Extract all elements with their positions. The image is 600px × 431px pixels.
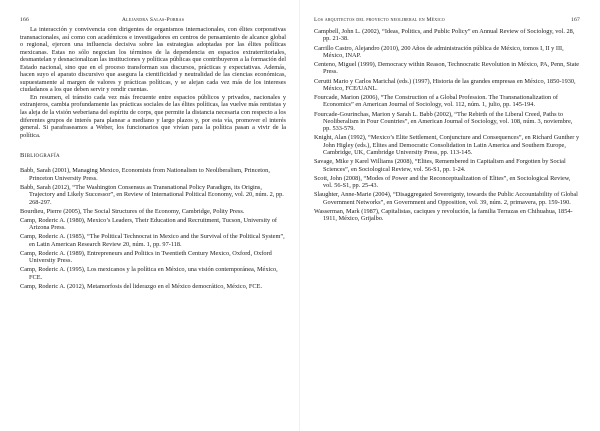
bibliography-entry: Babb, Sarah (2012), “The Washington Consensus as Transnational Policy Paradigm, its Origins, Trajectory and Likely Successor”, en Review of International Political Economy, vol. 20, núm. 2, pp. 268-297. bbox=[20, 183, 284, 206]
bibliography-entry: Centeno, Miguel (1999), Democracy within Reason, Technocratic Revolution in México, PA, Penn, State Press. bbox=[314, 61, 580, 76]
left-body-text bbox=[20, 26, 286, 139]
bibliography-entry: Wasserman, Mark (1987), Capitalistas, caciques y revolución, la familia Terrazas en Chihuahua, 1854-1911, México, Grijalbo. bbox=[314, 207, 573, 223]
bibliography-entry: Fourcade-Gourinchas, Marion y Sarah L. Babb (2002), “The Rebirth of the Liberal Creed, Paths to Neoliberalism in Four Countries”, en American Journal of Sociology, vol. 108, núm. 3, noviembre, pp. 533-579. bbox=[314, 110, 573, 133]
paragraph: La interacción y convivencia con dirigentes de organismos internacionales, con élites corporativas transnacionales, así como con académicos e investigadores en centros de pensamiento de alcance global o regional, ejercen una influencia decisiva sobre las estrategias adoptadas por las élites políticas mexicanas. Estas no sólo negocian los términos de la dependencia en espacios extraterritoriales, desmantelan y desnacionalizan las instituciones y políticas públicas que contribuyeron a la formación del Estado nacional, sino que en el proceso transforman sus discursos, prácticas y expectativas. Además, hacen suyo el aparato discursivo que asegura la cientificidad y neutralidad de las ciencias económicas, supuestamente al margen de valores y prácticas políticas, y se alejan cada vez más de los intereses ciudadanos a los que deben servir y rendir cuentas. bbox=[20, 26, 286, 94]
bibliography-entry: Camp, Roderic A. (2012), Metamorfosis del liderazgo en el México democrático, México, FCE. bbox=[20, 282, 263, 290]
bibliography-entry: Fourcade, Marion (2006), “The Construction of a Global Profession. The Transnationalization of Economics” en American Journal of Sociology, vol. 112, núm. 1, julio, pp. 145-194. bbox=[314, 94, 559, 109]
left-bibliography-list bbox=[20, 167, 286, 290]
bibliography-entry: Knight, Alan (1992), “Mexico’s Elite Settlement, Conjuncture and Consequences”, en Richard Gunther y John Higley (eds.), Elites and Democratic Consolidation in Latin America and Southern Europe, Cambridge, UK, Cambridge University Press, pp. 113-145. bbox=[314, 134, 580, 157]
bibliography-entry: Camp, Roderic A. (1995), Los mexicanos y la política en México, una visión contemporánea, México, FCE. bbox=[20, 266, 278, 281]
left-page-number: 166 bbox=[20, 17, 29, 23]
bibliography-entry: Carrillo Castro, Alejandro (2010), 200 Años de administración pública de México, tomos I, II y III, México, INAP. bbox=[314, 44, 564, 59]
right-running-title: Los arquitectos del proyecto neoliberal en México bbox=[314, 17, 445, 23]
right-page bbox=[300, 0, 600, 431]
bibliography-entry: Campbell, John L. (2002), “Ideas, Politics, and Public Policy” en Annual Review of Sociology, vol. 28, pp. 21-38. bbox=[314, 28, 575, 43]
bibliography-entry: Camp, Roderic A. (1985), “The Political Technocrat in Mexico and the Survival of the Political System”, en Latin American Research Review 20, núm. 1, pp. 97-118. bbox=[20, 233, 285, 248]
bibliography-entry: Cerutti Mario y Carlos Marichal (eds.) (1997), Historia de las grandes empresas en México, 1850-1930, México, FCE/UANL. bbox=[314, 77, 576, 92]
bibliography-entry: Bourdieu, Pierre (2005), The Social Structures of the Economy, Cambridge, Polity Press. bbox=[20, 207, 245, 215]
left-running-head bbox=[20, 14, 286, 26]
bibliography-entry: Babb, Sarah (2001), Managing Mexico, Economists from Nationalism to Neoliberalism, Princeton, Princeton University Press. bbox=[20, 167, 270, 182]
bibliography-entry: Camp, Roderic A. (1980), Mexico’s Leaders, Their Education and Recruitment, Tucson, University of Arizona Press. bbox=[20, 216, 277, 232]
right-running-head bbox=[314, 14, 580, 26]
bibliography-heading: Bibliografía bbox=[20, 152, 60, 160]
bibliography-entry: Camp, Roderic A. (1989), Entrepreneurs and Politics in Twentieth Century Mexico, Oxford, Oxford University Press. bbox=[20, 249, 272, 265]
left-running-title: Alejandra Salas-Porras bbox=[121, 17, 185, 23]
bibliography-entry: Scott, John (2008), “Modes of Power and the Reconceptualization of Elites”, en Sociological Review, vol. 56-S1, pp. 25-43. bbox=[314, 174, 571, 190]
bibliography-entry: Savage, Mike y Karel Williams (2008), “Elites, Remembered in Capitalism and Forgotten by Social Sciences”, en Sociological Review, vol. 56-S1, pp. 1-24. bbox=[314, 158, 566, 173]
right-page-number: 167 bbox=[571, 17, 580, 23]
right-bibliography-list bbox=[314, 28, 580, 223]
bibliography-entry: Slaughter, Anne-Marie (2004), “Disaggregated Sovereignty, towards the Public Accountability of Global Government Networks”, en Government and Opposition, vol. 39, núm. 2, primavera, pp. 159-190. bbox=[314, 191, 578, 206]
paragraph: En resumen, el tránsito cada vez más frecuente entre espacios públicos y privados, nacionales y extranjeros, cambia profundamente las prácticas sociales de las élites políticas, las vuelve más rentistas y las aleja de la visión weberiana del espíritu de corps, que permite la distancia necesaria con respecto a los diferentes grupos de interés para planear a mediano y largo plazos y, por esta vía, promover el interés general. Si parafraseamos a Weber, los funcionarios que vivían para la política pasan a vivir de la política. bbox=[20, 93, 286, 139]
